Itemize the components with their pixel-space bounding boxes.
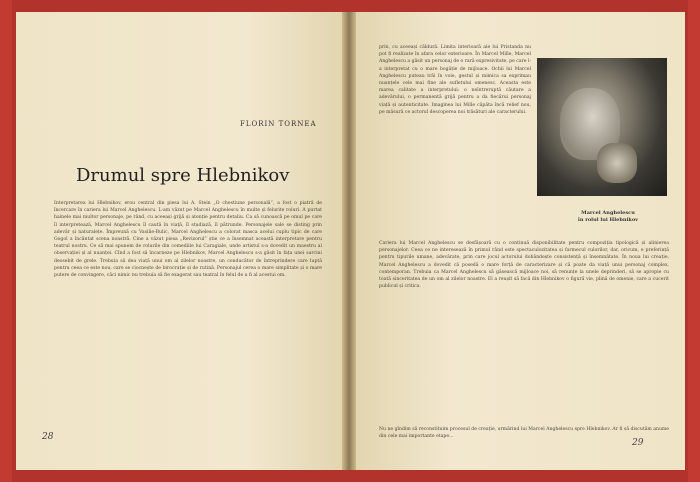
actor-hand [597,143,637,183]
book-cover-left [0,0,12,482]
left-body-text: Interpretarea lui Hlebnikov, erou central din piesa lui A. Stein „O chestiune personală”, a fost o piatră de încercare în cariera lui Marcel Anghelescu. L-am văzut pe Marcel Anghelescu în multe și felurite roluri. A purtat hainele mai multor personaje, pe rând, cu aceeași grijă și atenție pentru detaliu. Ca să cunoască pe omul pe care îl interpretează, Marcel Anghelescu îl caută în viață, îl studiază, îl pătrunde. Personajele sale se disting prin adevăr și naturalețe. Împreună cu Vasilie-Bulic, Marcel Anghelescu a colorat masca acelui cuplu tipic de care Gogol a încântat scena noastră. Cine a văzut piesa „Revizorul” știe ce a însemnat această interpretare pentru teatrul nostru. Ce să mai spunem de rolurile din comediile lui Caragiale, unde artistul s-a dovedit un maestru al observației și al nuanței. Cînd a fost să încarneze pe Hlebnikov, Marcel Anghelescu s-a găsit în fața unei sarcini deosebit de grele. Trebuia să dea viață unui om al zilelor noastre, un conducător de întreprindere care luptă pentru ceea ce este nou, care se ciocnește de birocrație și de rutină. Personajul cerea o mare simplitate și o mare putere de convingere, căci nimic nu trebuia să fie exagerat sau teatral în felul de a fi al acestui om. [54,201,322,279]
right-end-text: Nu ne gîndim să reconstituim procesul de creație, urmărind lui Marcel Anghelescu spre Hlebnikov. Ar fi să discutăm anume din cele mai importante etape... [379,427,669,440]
caption-line-2: în rolul lui Hlebnikov [577,217,639,223]
caption-line-1: Marcel Anghelescu [581,210,635,216]
book-gutter [342,12,356,470]
author-name: FLORIN TORNEA [240,120,317,128]
page-number-left: 28 [42,432,54,442]
actor-photo [537,58,667,196]
page-number-right: 29 [632,438,644,448]
right-body-text: Cariera lui Marcel Anghelescu se desfășoară cu o continuă disponibilitate pentru compoziția tipologică și alinierea personajelor. Ceea ce ne interesează în primul rând este spectaculozitatea și farmecul culorilor, dar, oricum, e preferință pentru tipurile umane, adevărate, prin care jocul actorului dobândește consistență și însemnătate. În noua lui creație, Marcel Anghelescu a dovedit că posedă o mare forță de caracterizare și că poate da viață unui personaj complex, contemporan. Trebuia ca Marcel Anghelescu să găsească mijloace noi, să renunțe la unele deprinderi, să se apropie cu toată sinceritatea de un om al zilelor noastre. El a reușit să facă din Hlebnikov o figură vie, plină de omenie, care a cucerit publicul și critica. [379,241,669,290]
article-title: Drumul spre Hlebnikov [76,165,290,186]
right-column-text: prin, cu aceeași căldură. Limita interioară ale lui Pristanda nu pot fi realizate în afara celor exterioare. În Marcel Mille, Marcel Anghelescu a găsit un personaj de o rară expresivitate, pe care l-a interpretat cu o mare bogăție de mijloace. Ochii lui Marcel Anghelescu puteau trăi în voie, gestul și mimica sa exprimau nuanțele cele mai fine ale sufletului omenesc. Aceasta este marea calitate a interpretului: o neîntreruptă căutare a adevărului, o permanentă grijă pentru a da fiecărui personaj viață și autenticitate. Imaginea lui Mille căpăta încă relief nou, pe măsură ce actorul descoperea noi trăsături ale caracterului. [379,45,531,115]
photo-caption [563,210,653,224]
book-cover-right [688,0,700,482]
